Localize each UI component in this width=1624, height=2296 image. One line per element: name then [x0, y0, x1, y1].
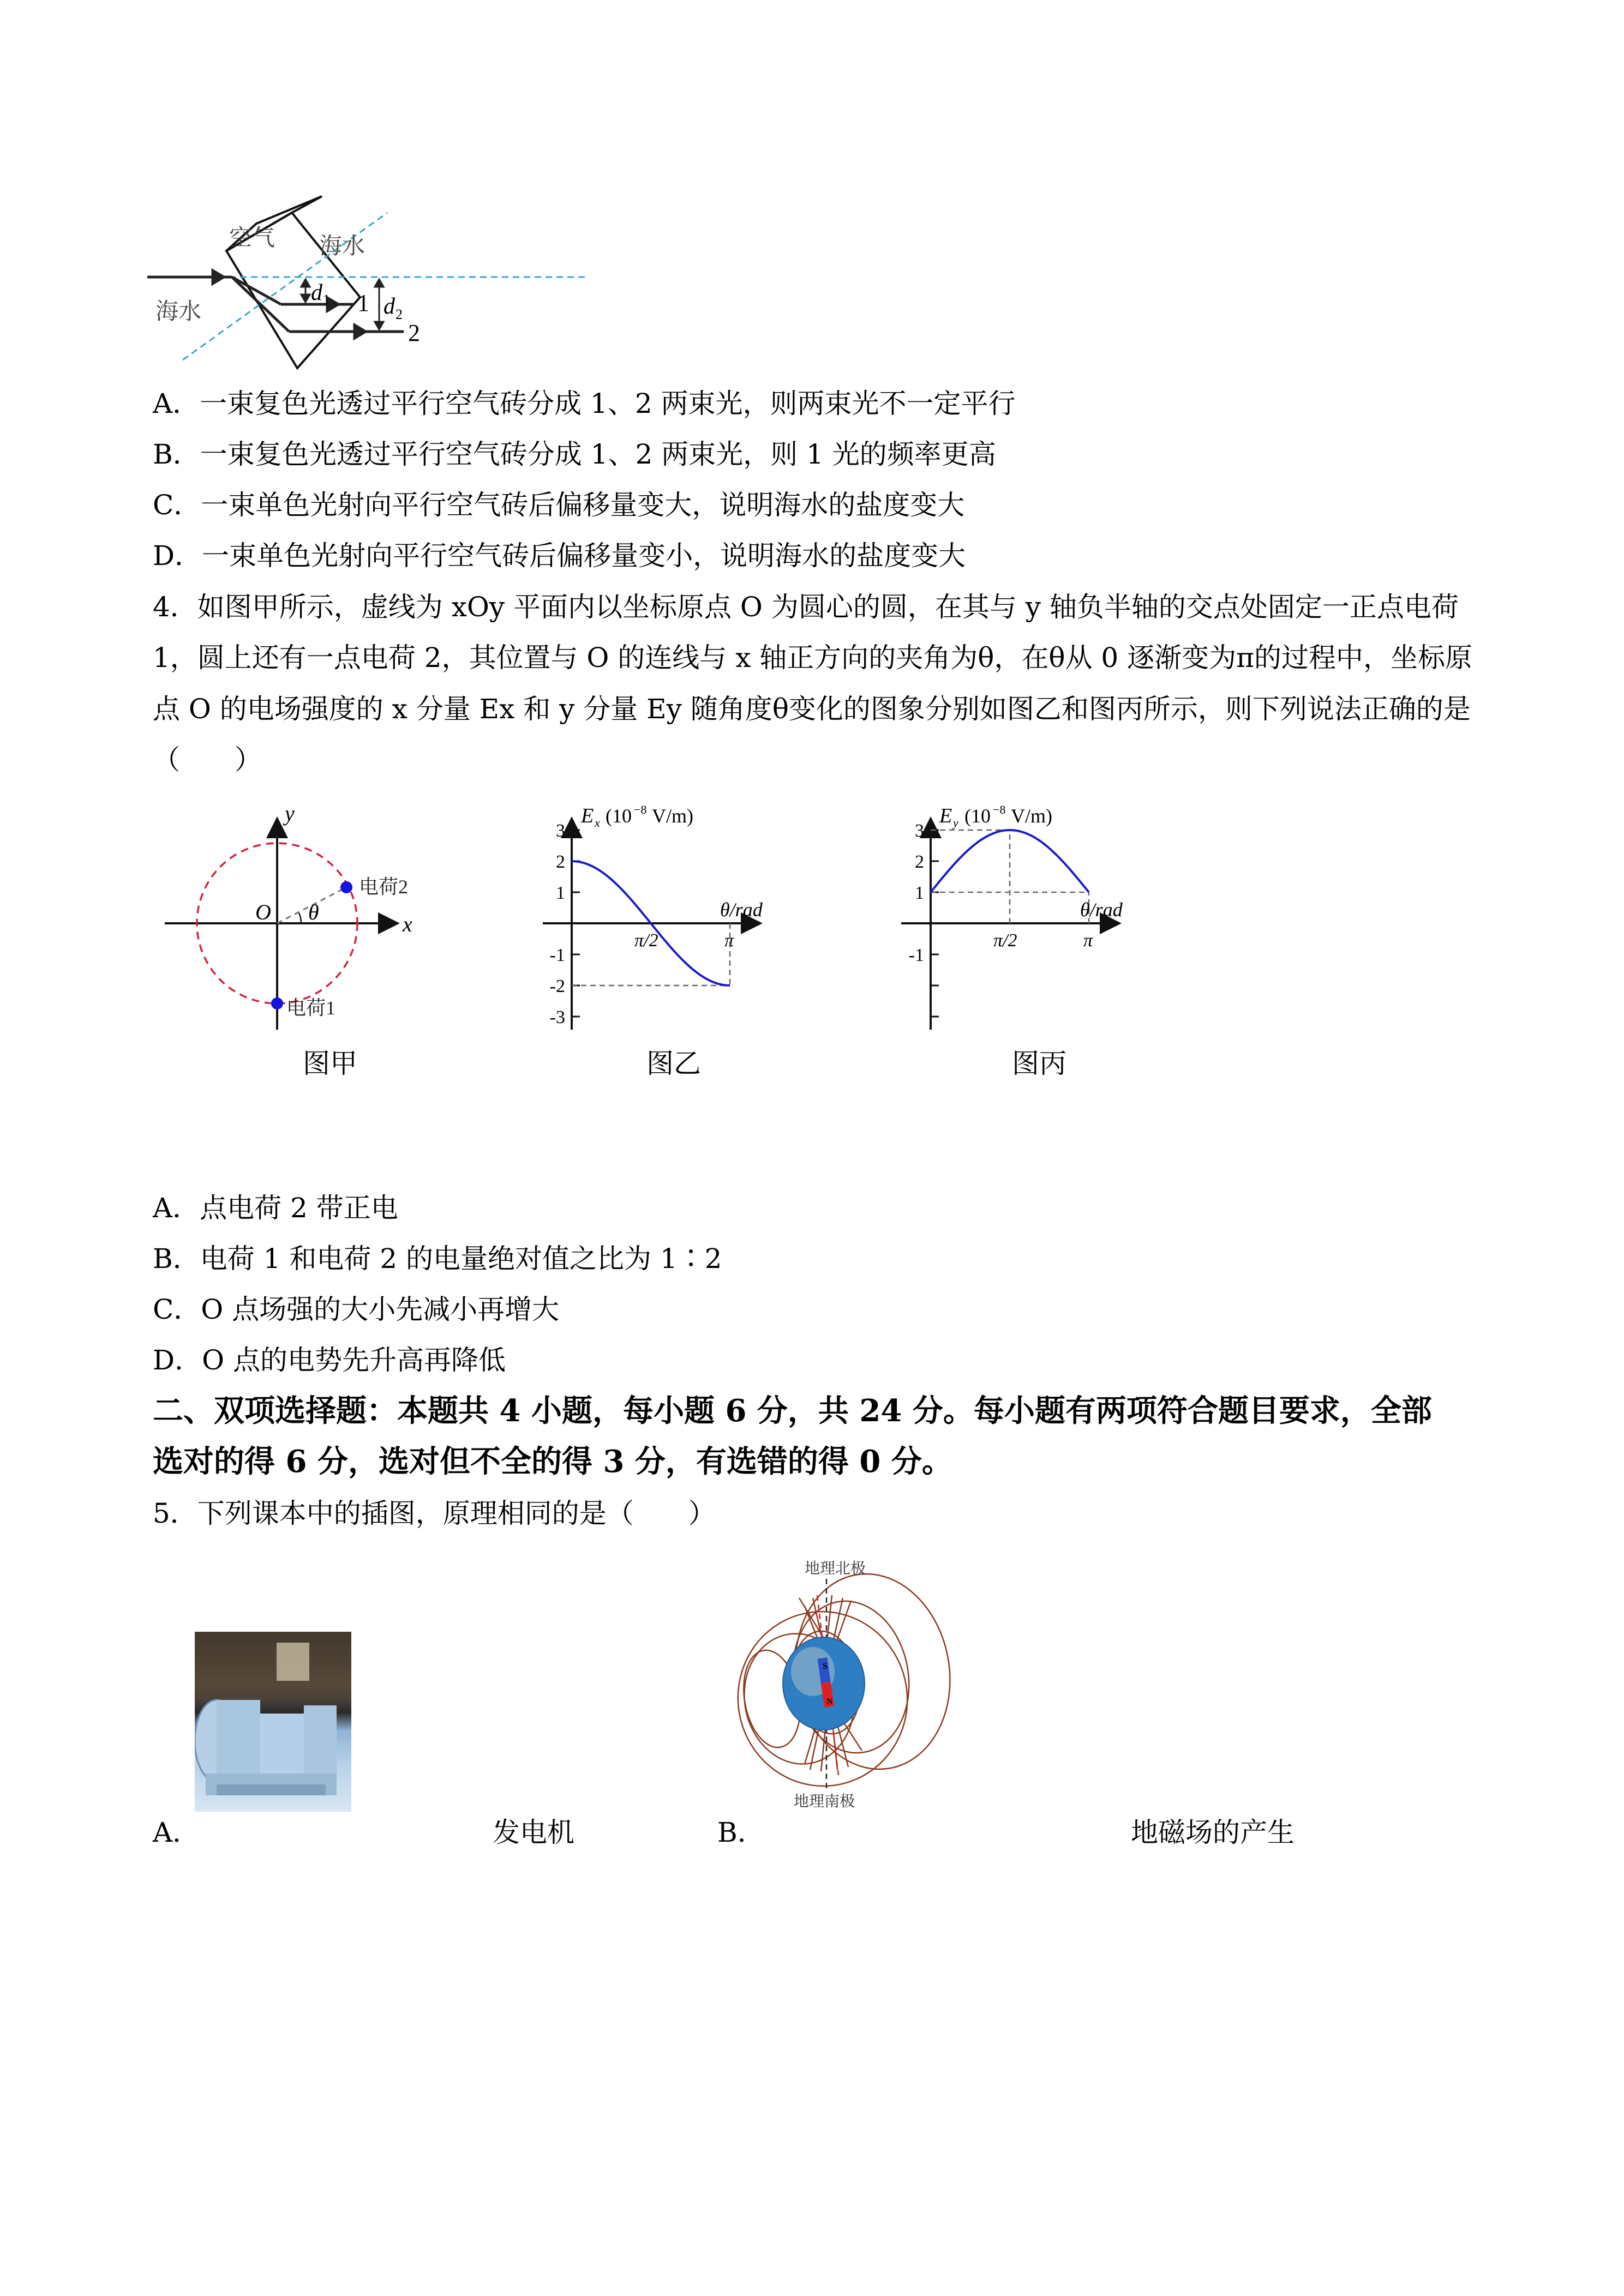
x-axis-label: θ/rad [1080, 899, 1123, 921]
x-tick-label: π [724, 930, 734, 951]
charge-2-dot [340, 881, 352, 893]
option-text: O 点的电势先升高再降低 [202, 1344, 506, 1376]
label-seawater-top: 海水 [319, 234, 365, 259]
y-axis-unit-tail: V/m) [652, 805, 693, 827]
fig-bing-ey-chart [884, 796, 1222, 1189]
q4-option-c[interactable] [153, 1293, 559, 1326]
fig-jia-charge-circle [147, 796, 486, 1189]
y-tick-label: -2 [549, 976, 565, 996]
y-tick-label: 3 [915, 821, 924, 841]
magnet-n-label: N [826, 1697, 833, 1706]
q5-option-b-letter[interactable]: B． [717, 1817, 765, 1848]
x-tick-label: π/2 [634, 930, 658, 951]
option-letter: B． [153, 438, 200, 470]
option-text: 一束单色光射向平行空气砖后偏移量变大，说明海水的盐度变大 [201, 489, 965, 521]
y-tick-label: 3 [556, 821, 565, 841]
magnet-s-label: S [823, 1662, 828, 1671]
label-seawater-left: 海水 [155, 299, 202, 324]
fig-jia-caption: 图甲 [303, 1048, 357, 1079]
label-d1: d [311, 280, 322, 305]
q3-air-brick-diagram [142, 131, 633, 371]
angle-arc [299, 913, 301, 923]
y-tick-label: 2 [915, 852, 924, 872]
y-tick-label: 1 [556, 883, 565, 903]
charge-1-dot [271, 997, 283, 1009]
charge-2-label: 电荷2 [359, 876, 409, 898]
label-d2-sub: 2 [395, 306, 403, 322]
label-ray-2: 2 [408, 320, 420, 346]
label-ray-1: 1 [357, 290, 369, 316]
section-2-heading-line-2: 选对的得 6 分，选对但不全的得 3 分，有选错的得 0 分。 [153, 1444, 952, 1480]
geographic-south-label: 地理南极 [794, 1793, 855, 1810]
y-axis-label: E [939, 804, 952, 827]
theta-label: θ [308, 900, 319, 924]
y-tick-label: -1 [549, 945, 565, 965]
q5-option-a-letter[interactable]: A． [153, 1817, 200, 1848]
q4-stem-line-2: 1，圆上还有一点电荷 2，其位置与 O 的连线与 x 轴正方向的夹角为θ，在θ从 0 逐渐变为π的过程中，坐标原 [153, 642, 1472, 674]
option-letter: D． [153, 540, 202, 572]
y-axis-unit-tail: V/m) [1011, 805, 1052, 827]
q4-answer-bracket: （ ） [153, 744, 262, 776]
q5-stem: 5．下列课本中的插图，原理相同的是（ ） [153, 1498, 716, 1529]
fig-yi-caption: 图乙 [646, 1048, 701, 1079]
q5-option-a-caption: 发电机 [493, 1817, 574, 1848]
q4-stem-line-1: 4．如图甲所示，虚线为 xOy 平面内以坐标原点 O 为圆心的圆，在其与 y 轴负半轴的交点处固定一正点电荷 [153, 591, 1459, 623]
y-tick-label: -3 [549, 1007, 565, 1027]
q4-option-b[interactable] [153, 1242, 722, 1275]
option-text: 点电荷 2 带正电 [200, 1192, 398, 1224]
option-letter: B． [153, 1243, 200, 1275]
generator-photo [195, 1632, 351, 1812]
section-2-heading-line-1: 二、双项选择题：本题共 4 小题，每小题 6 分，共 24 分。每小题有两项符合题目要求，全部 [153, 1393, 1432, 1429]
option-text: 一束单色光射向平行空气砖后偏移量变小，说明海水的盐度变大 [202, 540, 966, 572]
option-letter: C． [153, 1294, 201, 1325]
option-text: O 点场强的大小先减小再增大 [201, 1294, 560, 1325]
y-axis-label-sub: x [595, 816, 600, 830]
option-letter: D． [153, 1344, 202, 1376]
option-letter: A． [153, 1192, 200, 1224]
label-d1-sub: 1 [323, 292, 330, 308]
x-axis-label: θ/rad [720, 899, 763, 921]
option-text: 一束复色光透过平行空气砖分成 1、2 两束光，则 1 光的频率更高 [200, 438, 996, 470]
q4-stem-line-3: 点 O 的电场强度的 x 分量 Ex 和 y 分量 Ey 随角度θ变化的图象分别如图乙和图丙所示，则下列说法正确的是 [153, 693, 1471, 725]
q3-option-a[interactable] [153, 387, 1016, 420]
x-tick-label: π [1083, 930, 1093, 951]
y-axis-label: E [581, 804, 594, 827]
option-text: 一束复色光透过平行空气砖分成 1、2 两束光，则两束光不一定平行 [200, 388, 1016, 419]
x-axis-label: x [403, 912, 412, 936]
y-tick-label: 2 [556, 852, 565, 872]
q3-option-d[interactable] [153, 539, 966, 572]
y-axis-label-sub: y [953, 816, 958, 830]
option-letter: C． [153, 489, 201, 521]
option-letter: A． [153, 388, 200, 419]
option-text: 电荷 1 和电荷 2 的电量绝对值之比为 1∶2 [200, 1243, 722, 1275]
y-tick-label: -1 [908, 945, 924, 965]
x-tick-label: π/2 [993, 930, 1017, 951]
q4-option-d[interactable] [153, 1344, 506, 1377]
fig-bing-caption: 图丙 [1012, 1048, 1066, 1079]
label-air: 空气 [229, 226, 275, 251]
origin-label: O [255, 900, 271, 924]
label-d2: d [383, 294, 395, 319]
y-axis-unit: (10 [606, 805, 632, 827]
q3-option-c[interactable] [153, 489, 964, 521]
q4-option-a[interactable] [153, 1192, 398, 1224]
y-tick-label: 1 [915, 883, 924, 903]
y-axis-unit-exp: −8 [993, 803, 1006, 816]
geographic-north-label: 地理北极 [805, 1560, 866, 1577]
y-axis-label: y [285, 801, 295, 826]
charge-1-label: 电荷1 [286, 997, 336, 1019]
q3-option-b[interactable] [153, 438, 996, 471]
q5-option-b-caption: 地磁场的产生 [1131, 1817, 1295, 1848]
y-axis-unit-exp: −8 [634, 803, 647, 816]
y-axis-unit: (10 [964, 805, 991, 827]
fig-yi-ex-chart [518, 796, 856, 1189]
